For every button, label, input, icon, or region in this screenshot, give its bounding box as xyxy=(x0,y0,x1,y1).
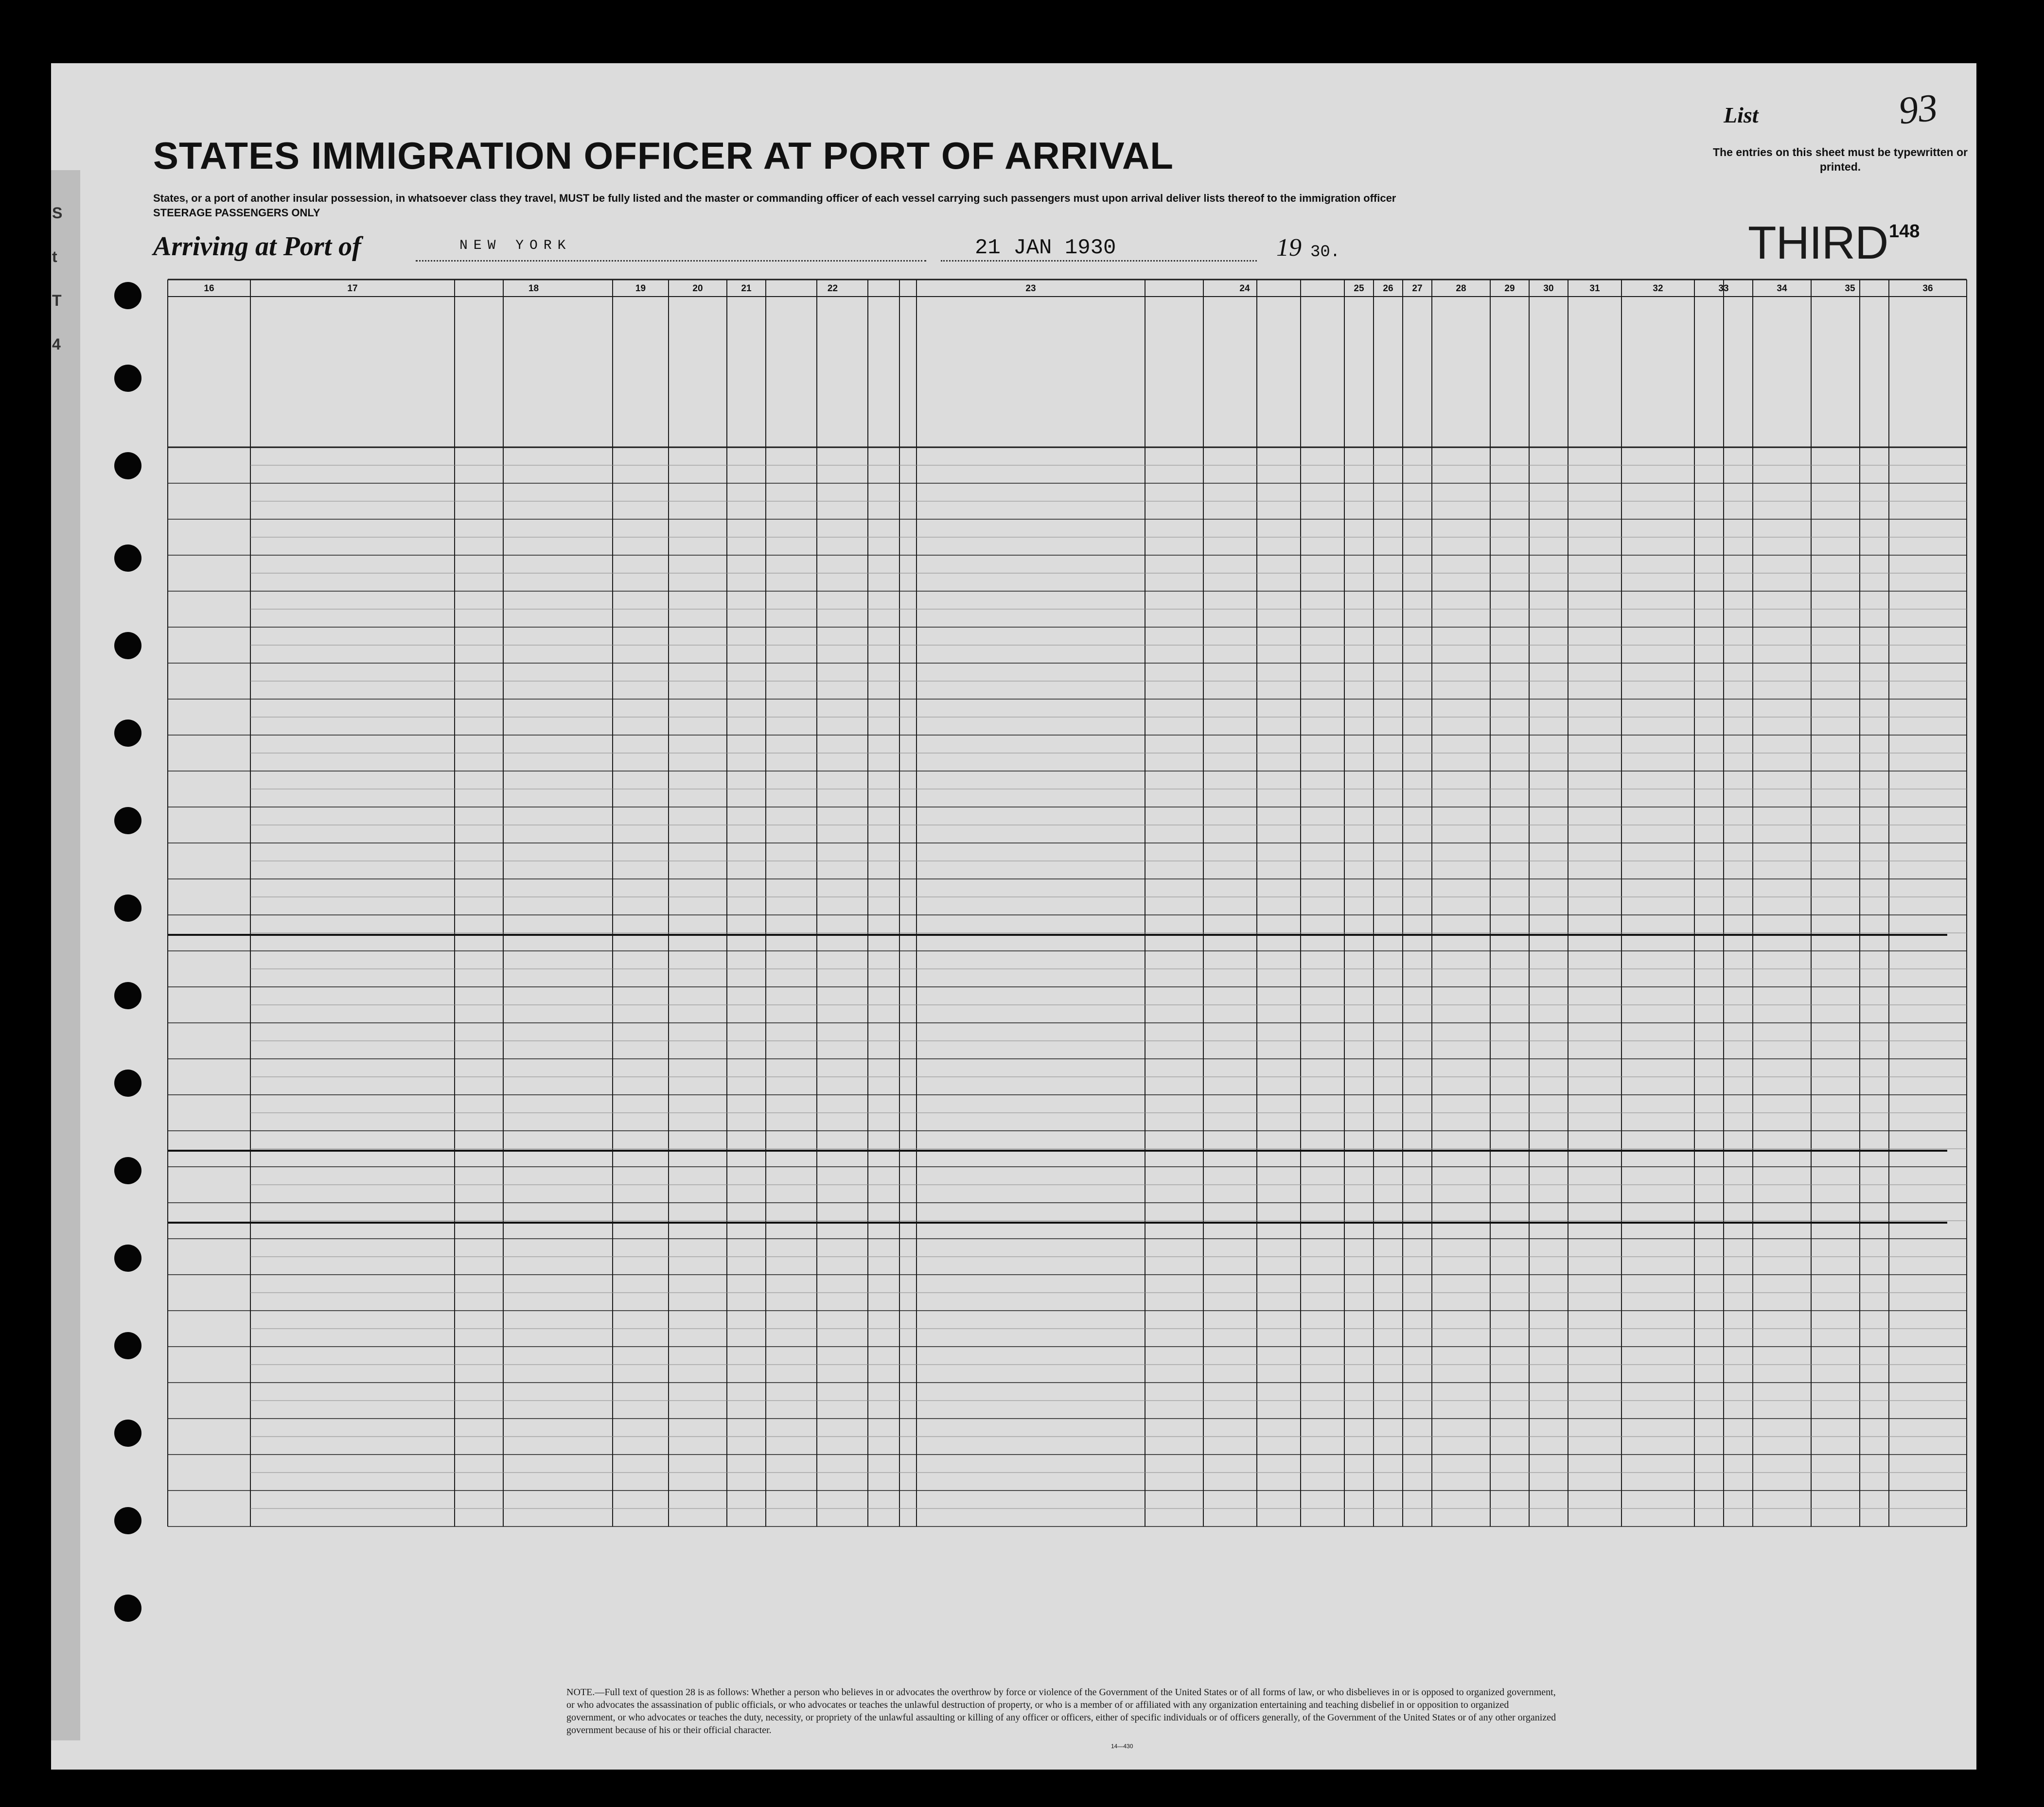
column-number: 23 xyxy=(1025,283,1036,294)
column-number: 30 xyxy=(1543,283,1554,294)
column-number: 22 xyxy=(827,283,838,294)
column-number: 20 xyxy=(692,283,703,294)
column-number: 32 xyxy=(1653,283,1663,294)
column-number: 31 xyxy=(1589,283,1600,294)
header-possession xyxy=(730,306,763,438)
punch-hole xyxy=(114,1157,141,1184)
punch-hole xyxy=(114,1595,141,1622)
punch-hole xyxy=(114,544,141,572)
year-fill: 30. xyxy=(1310,243,1340,262)
struck-row-line xyxy=(168,934,1947,936)
struck-row-line xyxy=(168,1222,1947,1224)
list-label: List xyxy=(1724,103,1759,127)
column-number: 21 xyxy=(741,283,752,294)
punch-hole xyxy=(114,365,141,392)
header-polygamist xyxy=(1376,306,1400,438)
punch-hole xyxy=(114,282,141,309)
column-number: 18 xyxy=(528,283,539,294)
column-number: 34 xyxy=(1777,283,1787,294)
punch-hole xyxy=(114,1332,141,1359)
punch-hole xyxy=(114,1507,141,1534)
column-number: 24 xyxy=(1239,283,1250,294)
header-ticket xyxy=(616,306,666,438)
sheet-number: 148 xyxy=(1889,221,1920,242)
adjacent-page-text: 4 xyxy=(52,335,61,353)
year-label: 19 xyxy=(1276,234,1302,262)
form-title: STATES IMMIGRATION OFFICER AT PORT OF ARRIVAL xyxy=(153,134,1174,177)
header-prison xyxy=(1347,306,1371,438)
adjacent-page-text: S xyxy=(52,204,63,222)
list-number: 93 xyxy=(1896,86,1940,133)
passenger-class: THIRD xyxy=(1748,217,1888,269)
form-number: 14—430 xyxy=(1111,1743,1133,1750)
column-number: 35 xyxy=(1845,283,1855,294)
header-col29 xyxy=(1493,306,1526,438)
header-purpose-return xyxy=(1148,306,1200,438)
header-purpose-citizen xyxy=(1260,306,1341,438)
manifest-sheet xyxy=(51,63,1976,1770)
punch-hole xyxy=(114,895,141,922)
punch-hole xyxy=(114,452,141,479)
column-number: 33 xyxy=(1718,283,1729,294)
arrival-date: 21 JAN 1930 xyxy=(975,236,1116,260)
question-28-note: NOTE.—Full text of question 28 is as follows: Whether a person who believes in or advocates the overthrow by force or violence of the Government of the United States or of all forms of law, or who disbelieves in or is opposed to organized government, or who advocates the assassination of public officials, or who advocates or teaches the unlawful destruction of property, or who is a member of or affiliated with any organization entertaining and teaching disbelief in or opposition to organized government, or who advocates or teaches the duty, necessity, or propriety of the unlawful assaulting or killing of any officer or officers, either of specific individuals or of officers generally, of the Government of the United States or of any other organized government because of his or their official character. xyxy=(566,1687,1556,1736)
punch-hole xyxy=(114,982,141,1009)
column-number: 25 xyxy=(1354,283,1364,294)
header-col30 xyxy=(1532,306,1565,438)
punch-hole xyxy=(114,807,141,834)
column-number: 27 xyxy=(1412,283,1423,294)
punch-hole xyxy=(114,1245,141,1272)
punch-hole xyxy=(114,719,141,747)
punch-hole xyxy=(114,1420,141,1447)
header-purpose-length xyxy=(1206,306,1254,438)
column-number: 36 xyxy=(1922,283,1933,294)
entries-note: The entries on this sheet must be typewritten or printed. xyxy=(1713,146,1968,173)
header-col28 xyxy=(1435,306,1487,438)
header-anarchist xyxy=(1406,306,1429,438)
punch-hole xyxy=(114,1070,141,1097)
column-number: 16 xyxy=(204,283,214,294)
struck-row-line xyxy=(168,1150,1947,1152)
column-number: 29 xyxy=(1504,283,1515,294)
adjacent-page-text: t xyxy=(52,248,57,265)
punch-hole xyxy=(114,632,141,659)
column-number: 19 xyxy=(635,283,646,294)
column-number: 28 xyxy=(1456,283,1466,294)
table-grid xyxy=(51,63,1976,1770)
column-number: 26 xyxy=(1383,283,1393,294)
port-of-arrival: NEW YORK xyxy=(459,238,572,253)
form-subtitle-2: STEERAGE PASSENGERS ONLY xyxy=(153,207,320,219)
adjacent-page-text: T xyxy=(52,292,62,309)
column-number: 17 xyxy=(347,283,358,294)
form-subtitle: States, or a port of another insular possession, in whatsoever class they travel, MUST be fully listed and the master or commanding officer of each vessel carrying such passengers must upon arrival deliver lists thereof to the immigration officer xyxy=(153,192,1396,204)
arriving-label: Arriving at Port of xyxy=(153,231,361,262)
